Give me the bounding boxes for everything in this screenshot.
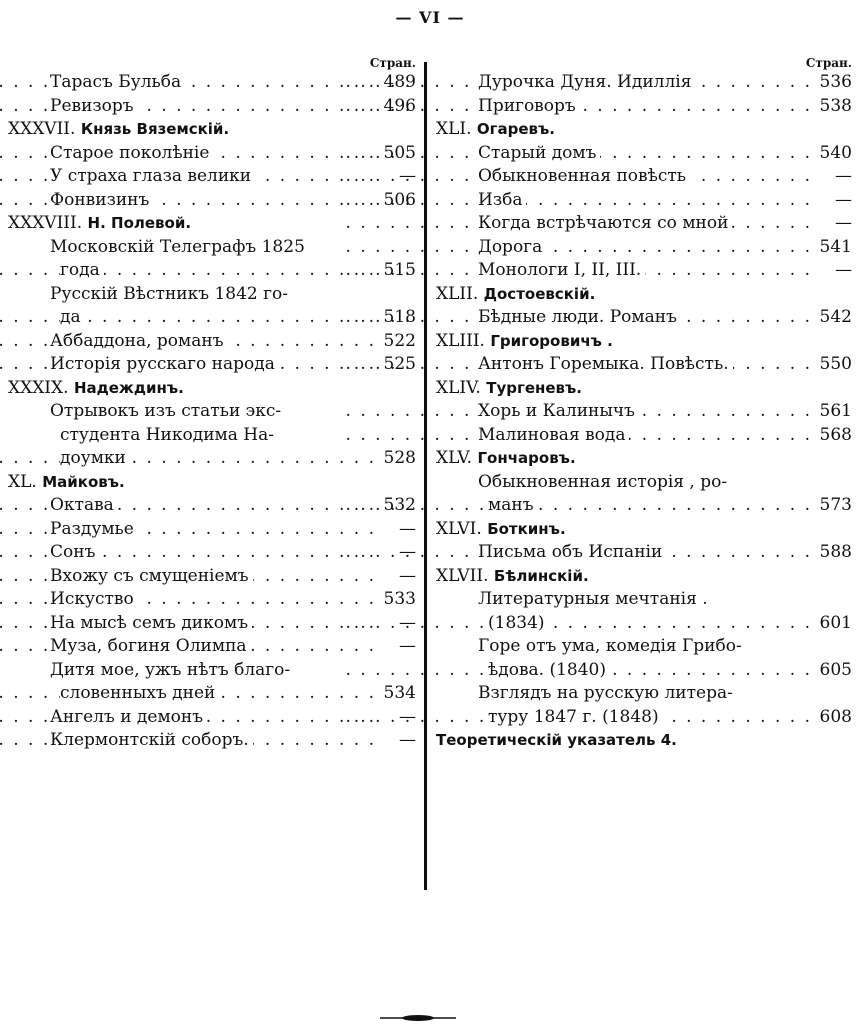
section-number: XXXIX. <box>8 377 69 398</box>
entry-title: Ревизоръ <box>50 96 138 116</box>
section-number: XLIII. <box>436 330 485 351</box>
entry-title: Искуство <box>50 589 138 609</box>
toc-section-heading <box>436 283 852 307</box>
entry-page-number: 542 <box>816 306 852 330</box>
author-name: Князь Вяземскій. <box>80 120 230 138</box>
entry-page-number: 505 <box>380 142 416 166</box>
toc-entry <box>8 729 416 753</box>
toc-entry <box>436 95 852 119</box>
entry-title: Русскій Вѣстникъ 1842 го- <box>50 284 292 304</box>
entry-page-number: — <box>831 212 852 236</box>
toc-right-column <box>436 55 852 753</box>
entry-title: Обыкновенная исторія , ро- <box>478 472 731 492</box>
entry-title: У страха глаза велики <box>50 166 255 186</box>
entry-page-number: — <box>831 165 852 189</box>
entry-title: Теоретическій указатель 4. <box>436 731 681 749</box>
toc-section-heading <box>436 377 852 401</box>
toc-section-heading <box>8 471 416 495</box>
toc-entry <box>436 165 852 189</box>
entry-title: Аббаддона, романъ <box>50 331 228 351</box>
toc-entry <box>8 565 416 589</box>
entry-page-number: 534 <box>380 682 416 706</box>
section-number: XLIV. <box>436 377 481 398</box>
page-column-heading: Стран. <box>805 56 852 70</box>
toc-entry <box>8 588 416 612</box>
section-number: XLVI. <box>436 518 482 539</box>
toc-section-heading <box>436 565 852 589</box>
author-name: Григоровичъ . <box>490 331 613 350</box>
toc-section-heading <box>436 330 852 354</box>
toc-entry-continuation <box>436 682 852 706</box>
toc-section-heading <box>436 118 852 142</box>
toc-entry <box>436 541 852 565</box>
toc-entry <box>8 447 416 471</box>
entry-title: да <box>60 307 85 327</box>
entry-title: Сонъ <box>50 542 99 562</box>
entry-page-number: — <box>395 635 416 659</box>
entry-page-number: 550 <box>816 353 852 377</box>
section-number: XLI. <box>436 119 472 139</box>
entry-title: На мысѣ семъ дикомъ <box>50 613 252 633</box>
entry-title: (1834) <box>488 613 549 633</box>
author-name: Боткинъ. <box>487 519 566 538</box>
entry-page-number: 588 <box>816 541 852 565</box>
toc-entry <box>436 659 852 683</box>
entry-title: Когда встрѣчаются со мной <box>478 213 732 233</box>
entry-title: Исторія русскаго народа <box>50 354 279 374</box>
toc-entry-continuation <box>436 471 852 495</box>
entry-page-number: — <box>395 518 416 542</box>
entry-title: Клермонтскій соборъ. <box>50 730 253 750</box>
toc-entry <box>436 400 852 424</box>
entry-title: Изба <box>478 190 526 210</box>
entry-page-number: 541 <box>816 236 852 260</box>
author-name: Надеждинъ. <box>73 378 184 397</box>
entry-title: Дурочка Дуня. Идиллія <box>478 72 695 92</box>
entry-title: ѣдова. (1840) <box>488 660 610 680</box>
section-number: XXXVIII. <box>8 213 83 233</box>
end-ornament <box>380 1013 456 1023</box>
author-name: Огаревъ. <box>476 120 556 138</box>
entry-title: Отрывокъ изъ статьи экс- <box>50 401 285 421</box>
entry-title: Бѣдные люди. Романъ <box>478 307 681 327</box>
entry-title: Старый домъ <box>478 143 600 163</box>
entry-page-number: 515 <box>380 259 416 283</box>
entry-title: Хорь и Калинычъ <box>478 401 639 421</box>
entry-page-number: 536 <box>816 71 852 95</box>
entry-title: Фонвизинъ <box>50 190 153 210</box>
section-number: XLII. <box>436 283 479 304</box>
entry-page-number: 489 <box>380 71 416 95</box>
entry-page-number: 608 <box>816 706 852 730</box>
entry-page-number: 538 <box>816 95 852 119</box>
toc-entry <box>8 518 416 542</box>
entry-title: Дорога <box>478 237 546 257</box>
entry-page-number: 518 <box>380 306 416 330</box>
entry-page-number: — <box>831 189 852 213</box>
entry-page-number: 568 <box>816 424 852 448</box>
author-name: Н. Полевой. <box>87 214 192 232</box>
theoretical-index-entry <box>436 729 852 753</box>
entry-title: Вхожу съ смущеніемъ <box>50 566 253 586</box>
section-number: XLVII. <box>436 565 489 586</box>
toc-section-heading <box>436 447 852 471</box>
toc-entry <box>436 189 852 213</box>
entry-page-number: 601 <box>816 612 852 636</box>
toc-entry <box>436 212 852 236</box>
toc-section-heading <box>8 118 416 142</box>
toc-entry <box>436 71 852 95</box>
entry-title: студента Никодима На- <box>60 425 278 445</box>
entry-title: Муза, богиня Олимпа <box>50 636 251 656</box>
toc-entry <box>436 424 852 448</box>
entry-page-number: 533 <box>380 588 416 612</box>
author-name: Майковъ. <box>42 472 125 491</box>
toc-entry <box>8 682 416 706</box>
entry-title: Ангелъ и демонъ <box>50 707 207 727</box>
entry-page-number: 528 <box>380 447 416 471</box>
entry-page-number: 573 <box>816 494 852 518</box>
toc-entry <box>436 612 852 636</box>
entry-title: Горе отъ ума, комедія Грибо- <box>478 636 746 656</box>
toc-section-heading <box>8 377 416 401</box>
entry-title: туру 1847 г. (1848) <box>488 707 663 727</box>
toc-entry <box>8 330 416 354</box>
page-number: — VI — <box>395 8 465 27</box>
author-name: Гончаровъ. <box>477 449 576 467</box>
entry-title: года <box>60 260 104 280</box>
author-name: Бѣлинскій. <box>493 566 589 585</box>
entry-title: Московскій Телеграфъ 1825 <box>50 237 309 257</box>
entry-page-number: 540 <box>816 142 852 166</box>
toc-entry <box>436 494 852 518</box>
entry-page-number: 532 <box>380 494 416 518</box>
entry-page-number: 496 <box>380 95 416 119</box>
entry-page-number: — <box>395 541 416 565</box>
entry-title: Литературныя мечтанія . <box>478 589 712 609</box>
toc-entry <box>436 306 852 330</box>
entry-title: Приговоръ <box>478 96 580 116</box>
entry-title: Монологи I, II, III. <box>478 260 645 280</box>
toc-entry-continuation <box>436 635 852 659</box>
toc-entry <box>436 259 852 283</box>
entry-page-number: — <box>395 165 416 189</box>
entry-page-number: 522 <box>380 330 416 354</box>
entry-title: Взглядъ на русскую литера- <box>478 683 737 703</box>
entry-page-number: — <box>831 259 852 283</box>
entry-title: Письма объ Испаніи <box>478 542 666 562</box>
entry-title: Октава <box>50 495 118 515</box>
entry-page-number: — <box>395 612 416 636</box>
entry-title: Старое поколѣніе <box>50 143 213 163</box>
toc-entry-continuation <box>8 283 416 307</box>
entry-page-number: 561 <box>816 400 852 424</box>
entry-title: манъ <box>488 495 538 515</box>
toc-entry-continuation <box>436 588 852 612</box>
entry-title: словенныхъ дней <box>60 683 219 703</box>
section-number: XLV. <box>436 448 473 468</box>
section-number: XL. <box>8 471 37 492</box>
entry-title: Антонъ Горемыка. Повѣсть. <box>478 354 733 374</box>
author-name: Тургеневъ. <box>486 378 582 397</box>
page-column-heading: Стран. <box>369 56 416 70</box>
author-name: Достоевскій. <box>483 284 596 303</box>
entry-title: доумки <box>60 448 130 468</box>
toc-entry <box>436 353 852 377</box>
entry-page-number: 506 <box>380 189 416 213</box>
entry-page-number: — <box>395 729 416 753</box>
entry-page-number: — <box>395 706 416 730</box>
entry-title: Обыкновенная повѣсть <box>478 166 690 186</box>
entry-title: Раздумье <box>50 519 138 539</box>
toc-entry <box>436 236 852 260</box>
toc-entry <box>8 635 416 659</box>
toc-entry <box>436 706 852 730</box>
entry-title: Малиновая вода <box>478 425 629 445</box>
section-number: XXXVII. <box>8 119 76 139</box>
entry-page-number: 525 <box>380 353 416 377</box>
entry-title: Дитя мое, ужъ нѣтъ благо- <box>50 660 294 680</box>
entry-page-number: — <box>395 565 416 589</box>
toc-entry <box>436 142 852 166</box>
entry-title: Тарасъ Бульба <box>50 72 185 92</box>
toc-section-heading <box>436 518 852 542</box>
entry-page-number: 605 <box>816 659 852 683</box>
